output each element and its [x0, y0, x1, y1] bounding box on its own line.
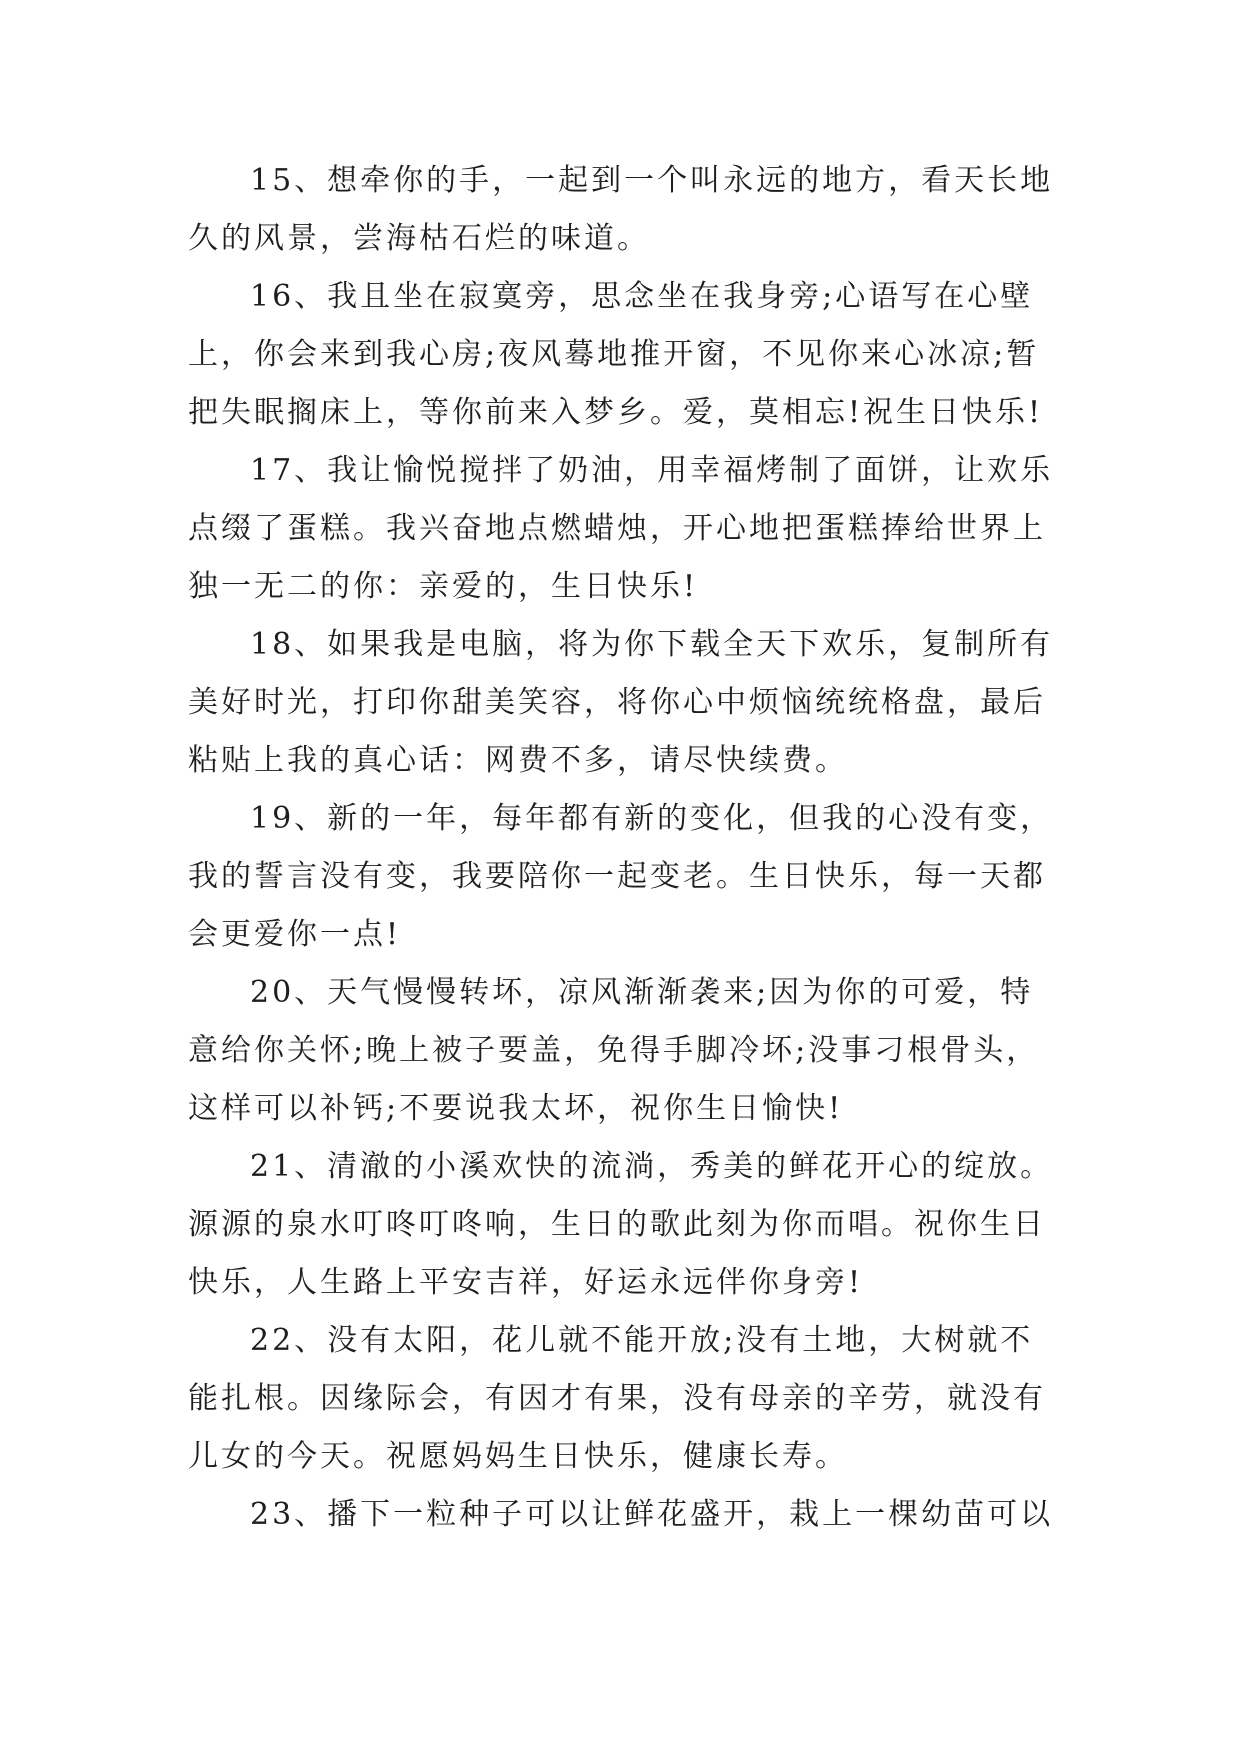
paragraph-17: 17、我让愉悦搅拌了奶油，用幸福烤制了面饼，让欢乐 点缀了蛋糕。我兴奋地点燃蜡烛，开心地把蛋糕捧给世界上 独一无二的你：亲爱的，生日快乐!	[188, 453, 1054, 604]
paragraph-20: 20、天气慢慢转坏，凉风渐渐袭来;因为你的可爱，特 意给你关怀;晚上被子要盖，免得手脚冷坏;没事刁根骨头， 这样可以补钙;不要说我太坏，祝你生日愉快!	[188, 975, 1040, 1126]
paragraph-15: 15、想牵你的手，一起到一个叫永远的地方，看天长地 久的风景，尝海枯石烂的味道。	[188, 163, 1054, 256]
document-body	[188, 152, 1068, 1544]
paragraph-18: 18、如果我是电脑，将为你下载全天下欢乐，复制所有 美好时光，打印你甜美笑容，将你心中烦恼统统格盘，最后 粘贴上我的真心话：网费不多，请尽快续费。	[188, 627, 1054, 778]
paragraph-23: 23、播下一粒种子可以让鲜花盛开，栽上一棵幼苗可以	[250, 1497, 1054, 1532]
paragraph-19: 19、新的一年，每年都有新的变化，但我的心没有变， 我的誓言没有变，我要陪你一起变老。生日快乐，每一天都 会更爱你一点!	[188, 801, 1054, 952]
paragraph-21: 21、清澈的小溪欢快的流淌，秀美的鲜花开心的绽放。 源源的泉水叮咚叮咚响，生日的歌此刻为你而唱。祝你生日 快乐，人生路上平安吉祥，好运永远伴你身旁!	[188, 1149, 1054, 1300]
paragraph-22: 22、没有太阳，花儿就不能开放;没有土地，大树就不 能扎根。因缘际会，有因才有果，没有母亲的辛劳，就没有 儿女的今天。祝愿妈妈生日快乐，健康长寿。	[188, 1323, 1046, 1474]
paragraph-16: 16、我且坐在寂寞旁，思念坐在我身旁;心语写在心壁 上，你会来到我心房;夜风蓦地推开窗，不见你来心冰凉;暂 把失眠搁床上，等你前来入梦乡。爱，莫相忘!祝生日快乐!	[188, 279, 1044, 430]
